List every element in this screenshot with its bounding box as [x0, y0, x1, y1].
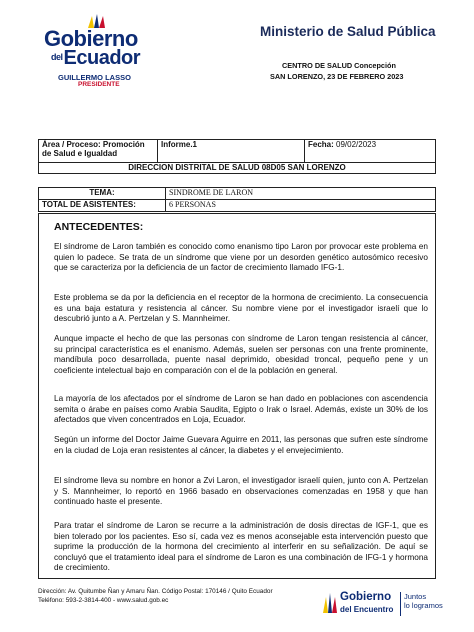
location-date: SAN LORENZO, 23 DE FEBRERO 2023 [270, 72, 404, 81]
paragraph-5: Según un informe del Doctor Jaime Guevara Aguirre en 2011, las personas que sufren este síndrome en la ciudad de Loja eran resistentes al cáncer, la diabetes y el envejecimiento. [54, 435, 428, 455]
footer-slogan-1: Juntos [404, 592, 427, 601]
paragraph-3: Aunque impacte el hecho de que las personas con síndrome de Laron tengan resistencia al cáncer, su principal característica es el enanismo. Además, suelen ser personas con una frente prominente, mandíbula poco desarrollada, puente nasal deprimido, obesidad troncal, pequeño pene y un coeficiente intelectual bajo en comparación con el de la población en general. [54, 334, 428, 375]
informe-cell [158, 140, 305, 163]
logo-text-gobierno: Gobierno [44, 26, 138, 51]
footer-slogan-2: lo logramos [404, 601, 443, 610]
paragraph-6: El síndrome lleva su nombre en honor a Zvi Laron, el investigador israelí quien, junto con A. Pertzelan y S. Mannheimer, lo reportó en 1966 basado en observaciones comenzadas en 1958 y que han continuado haste el presente. [54, 476, 428, 507]
paragraph-4: La mayoría de los afectados por el síndrome de Laron se han dado en poblaciones con ascendencia semita o árabe en países como Arabia Saudita, Egipto o Irak o Israel. Además, existe un 30% de los afectados que viven concentrados en Loja, Ecuador. [54, 394, 428, 425]
tema-value-cell [166, 188, 436, 200]
ministry-title: Ministerio de Salud Pública [260, 24, 436, 39]
gobierno-encuentro-logo [318, 588, 446, 622]
fecha-value: 09/02/2023 [336, 140, 377, 149]
asistentes-label: TOTAL DE ASISTENTES: [42, 200, 136, 209]
logo-text-del: del [51, 52, 63, 62]
direccion-text: DIRECCION DISTRITAL DE SALUD 08D05 SAN LORENZO [128, 163, 346, 172]
area-label: Área / Proceso: Promoción de Salud e Igualdad [42, 140, 145, 158]
informe-label: Informe.1 [161, 140, 198, 149]
gobierno-ecuador-logo [38, 14, 172, 90]
footer-phone: Teléfono: 593-2-3814-400 - www.salud.gob.ec [38, 597, 169, 604]
fecha-cell [305, 140, 436, 163]
footer-address: Dirección: Av. Quitumbe Ñan y Amaru Ñan. Código Postal: 170146 / Quito Ecuador [38, 588, 273, 595]
logo-president-role: PRESIDENTE [78, 81, 120, 88]
paragraph-7: Para tratar el síndrome de Laron se recurre a la administración de dosis directas de IGF-1, que es bien tolerado por los pacientes. Eso sí, cada vez es menos aconsejable esta intervención puesto que suprime la producción de la hormona del crecimiento al interferir en su señalización. De aquí se concluyó que el tratamiento ideal para el síndrome de Laron es una combinación de IFG-1 y hormona de crecimiento. [54, 521, 428, 573]
tema-label: TEMA: [89, 188, 115, 197]
asistentes-value-cell [166, 200, 436, 212]
asistentes-label-cell [39, 200, 166, 212]
info-table [38, 139, 436, 174]
footer-logo-text-2: del Encuentro [340, 605, 394, 614]
footer-logo-rays-icon [322, 591, 338, 613]
logo-text-ecuador: Ecuador [63, 47, 141, 69]
antecedentes-title: ANTECEDENTES: [54, 221, 144, 233]
fecha-label: Fecha: [308, 140, 334, 149]
footer-logo-text-1: Gobierno [340, 591, 392, 603]
paragraph-2: Este problema se da por la deficiencia en el receptor de la hormona de crecimiento. La consecuencia es una baja estatura y resistencia al cáncer. Su nombre viene por el investigador israelí que lo descubrió junto a A. Pertzelan y S. Mannheimer. [54, 293, 428, 324]
logo-president-name: GUILLERMO LASSO [58, 73, 131, 82]
health-center-name: CENTRO DE SALUD Concepción [282, 61, 396, 70]
topic-table [38, 187, 436, 212]
tema-label-cell [39, 188, 166, 200]
footer-logo-divider [400, 592, 401, 616]
area-cell [39, 140, 158, 163]
tema-value: SINDROME DE LARON [169, 188, 253, 197]
paragraph-1: El síndrome de Laron también es conocido como enanismo tipo Laron por provocar este problema en quien lo padece. Se trata de un síndrome que viene por un desorden genético autosómico recesivo que se caracteriza por la deficiencia de un factor de crecimiento llamado IFG-1. [54, 242, 428, 273]
direccion-cell [39, 163, 436, 174]
asistentes-value: 6 PERSONAS [169, 200, 216, 209]
